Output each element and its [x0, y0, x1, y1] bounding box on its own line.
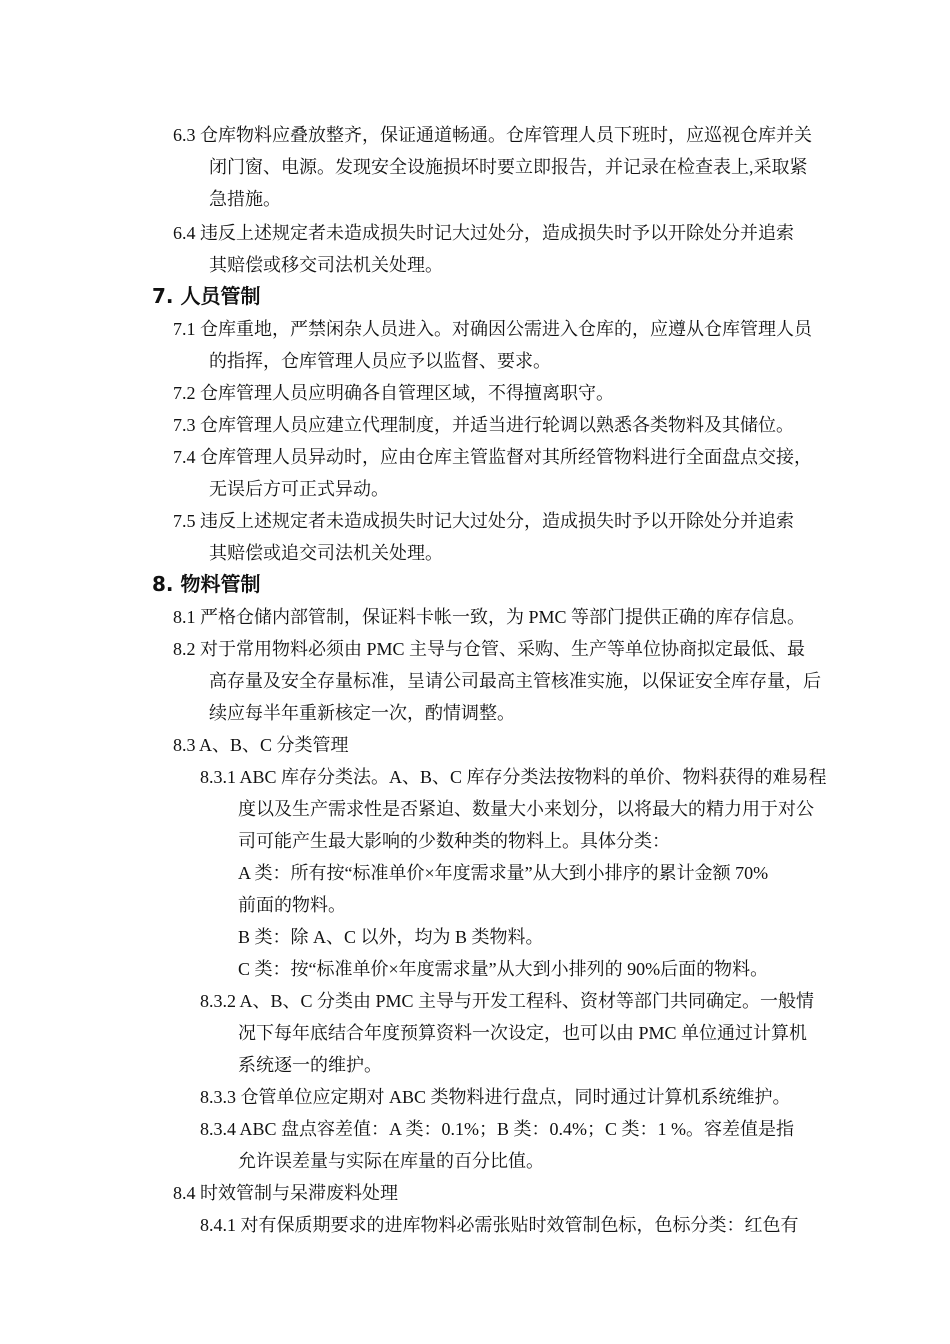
class-a-line-2: 前面的物料。 — [238, 895, 346, 915]
class-b-line: B 类：除 A、C 以外，均为 B 类物料。 — [238, 927, 544, 947]
paragraph-8-3: 8.3 A、B、C 分类管理 — [173, 735, 349, 755]
section-heading-8: 8. 物料管制 — [152, 572, 261, 596]
paragraph-6-4-line-1: 6.4 违反上述规定者未造成损失时记大过处分，造成损失时予以开除处分并追索 — [173, 223, 794, 243]
paragraph-8-3-2-line-2: 况下每年底结合年度预算资料一次设定，也可以由 PMC 单位通过计算机 — [238, 1023, 808, 1043]
paragraph-8-2-line-1: 8.2 对于常用物料必须由 PMC 主导与仓管、采购、生产等单位协商拟定最低、最 — [173, 639, 806, 659]
paragraph-6-4-line-2: 其赔偿或移交司法机关处理。 — [209, 255, 443, 275]
paragraph-8-2-line-2: 高存量及安全存量标准，呈请公司最高主管核准实施，以保证安全库存量，后 — [209, 671, 821, 691]
section-heading-7: 7. 人员管制 — [152, 284, 261, 308]
paragraph-8-3-1-line-1: 8.3.1 ABC 库存分类法。A、B、C 库存分类法按物料的单价、物料获得的难易程 — [200, 767, 827, 787]
paragraph-7-4-line-2: 无误后方可正式异动。 — [209, 479, 389, 499]
paragraph-8-3-3: 8.3.3 仓管单位应定期对 ABC 类物料进行盘点，同时通过计算机系统维护。 — [200, 1087, 791, 1107]
paragraph-8-1: 8.1 严格仓储内部管制，保证料卡帐一致，为 PMC 等部门提供正确的库存信息。 — [173, 607, 806, 627]
paragraph-7-4-line-1: 7.4 仓库管理人员异动时，应由仓库主管监督对其所经管物料进行全面盘点交接， — [173, 447, 812, 467]
paragraph-8-3-2-line-1: 8.3.2 A、B、C 分类由 PMC 主导与开发工程科、资材等部门共同确定。一般情 — [200, 991, 815, 1011]
class-c-line: C 类：按“标准单价×年度需求量”从大到小排列的 90%后面的物料。 — [238, 959, 769, 979]
paragraph-7-3: 7.3 仓库管理人员应建立代理制度，并适当进行轮调以熟悉各类物料及其储位。 — [173, 415, 794, 435]
paragraph-7-1-line-1: 7.1 仓库重地，严禁闲杂人员进入。对确因公需进入仓库的，应遵从仓库管理人员 — [173, 319, 812, 339]
paragraph-8-3-4-line-1: 8.3.4 ABC 盘点容差值：A 类：0.1%；B 类：0.4%；C 类：1 %。容差值是指 — [200, 1119, 795, 1139]
paragraph-8-3-1-line-3: 司可能产生最大影响的少数种类的物料上。具体分类： — [238, 831, 670, 851]
paragraph-7-5-line-1: 7.5 违反上述规定者未造成损失时记大过处分，造成损失时予以开除处分并追索 — [173, 511, 794, 531]
paragraph-8-4-1-line-1: 8.4.1 对有保质期要求的进库物料必需张贴时效管制色标，色标分类：红色有 — [200, 1215, 799, 1235]
paragraph-8-2-line-3: 续应每半年重新核定一次，酌情调整。 — [209, 703, 515, 723]
class-a-line-1: A 类：所有按“标准单价×年度需求量”从大到小排序的累计金额 70% — [238, 863, 769, 883]
paragraph-8-3-1-line-2: 度以及生产需求性是否紧迫、数量大小来划分，以将最大的精力用于对公 — [238, 799, 814, 819]
paragraph-6-3-line-2: 闭门窗、电源。发现安全设施损坏时要立即报告，并记录在检查表上,采取紧 — [209, 157, 808, 177]
paragraph-8-3-4-line-2: 允许误差量与实际在库量的百分比值。 — [238, 1151, 544, 1171]
paragraph-6-3-line-3: 急措施。 — [209, 189, 281, 209]
paragraph-8-3-2-line-3: 系统逐一的维护。 — [238, 1055, 382, 1075]
paragraph-7-1-line-2: 的指挥，仓库管理人员应予以监督、要求。 — [209, 351, 551, 371]
paragraph-7-2: 7.2 仓库管理人员应明确各自管理区域，不得擅离职守。 — [173, 383, 614, 403]
paragraph-8-4: 8.4 时效管制与呆滞废料处理 — [173, 1183, 398, 1203]
paragraph-7-5-line-2: 其赔偿或追交司法机关处理。 — [209, 543, 443, 563]
paragraph-6-3-line-1: 6.3 仓库物料应叠放整齐，保证通道畅通。仓库管理人员下班时，应巡视仓库并关 — [173, 125, 812, 145]
